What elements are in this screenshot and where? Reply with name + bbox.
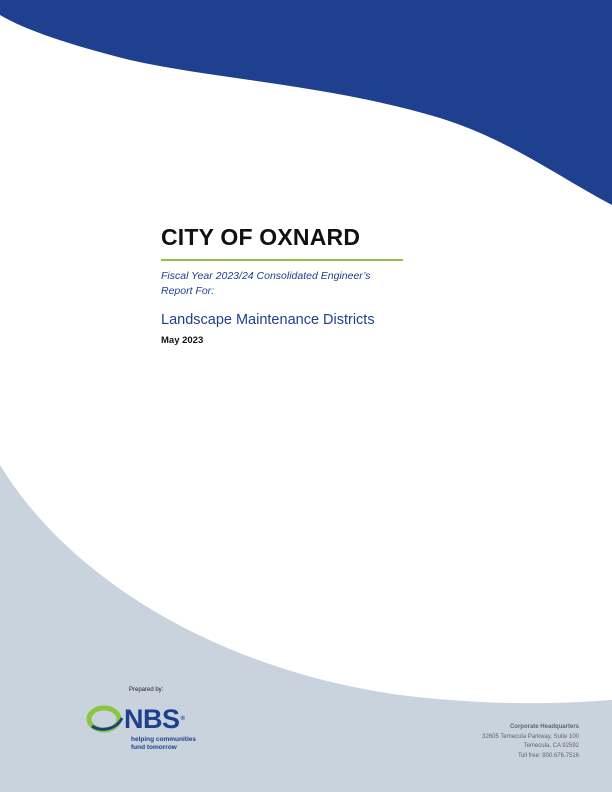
corporate-headquarters [482, 723, 579, 761]
subtitle-line-2: Report For: [161, 285, 215, 297]
nbs-swirl-logo-icon [86, 704, 128, 734]
top-blue-wave [0, 0, 612, 205]
report-date: May 2023 [161, 335, 204, 346]
report-subtitle [161, 269, 401, 299]
hq-title: Corporate Headquarters [509, 724, 579, 730]
prepared-by-label: Prepared by: [129, 687, 164, 693]
tagline-line-2: fund tomorrow [131, 744, 177, 751]
hq-address-line-2: Temecula, CA 92592 [523, 743, 579, 749]
nbs-wordmark [124, 704, 184, 734]
subtitle-line-1: Fiscal Year 2023/24 Consolidated Engineer’s [161, 270, 371, 282]
nbs-name: NBS [124, 704, 180, 734]
report-name: Landscape Maintenance Districts [161, 312, 375, 328]
trademark-symbol: ® [180, 716, 185, 722]
tagline-line-1: helping communities [131, 736, 197, 743]
nbs-tagline [131, 736, 196, 752]
title-divider [161, 259, 403, 261]
nbs-logo [86, 704, 216, 754]
hq-phone: Toll free: 800.676.7516 [517, 752, 579, 759]
hq-address-line-1: 32605 Temecula Parkway, Suite 100 [482, 733, 579, 740]
document-title: CITY OF OXNARD [161, 224, 361, 250]
